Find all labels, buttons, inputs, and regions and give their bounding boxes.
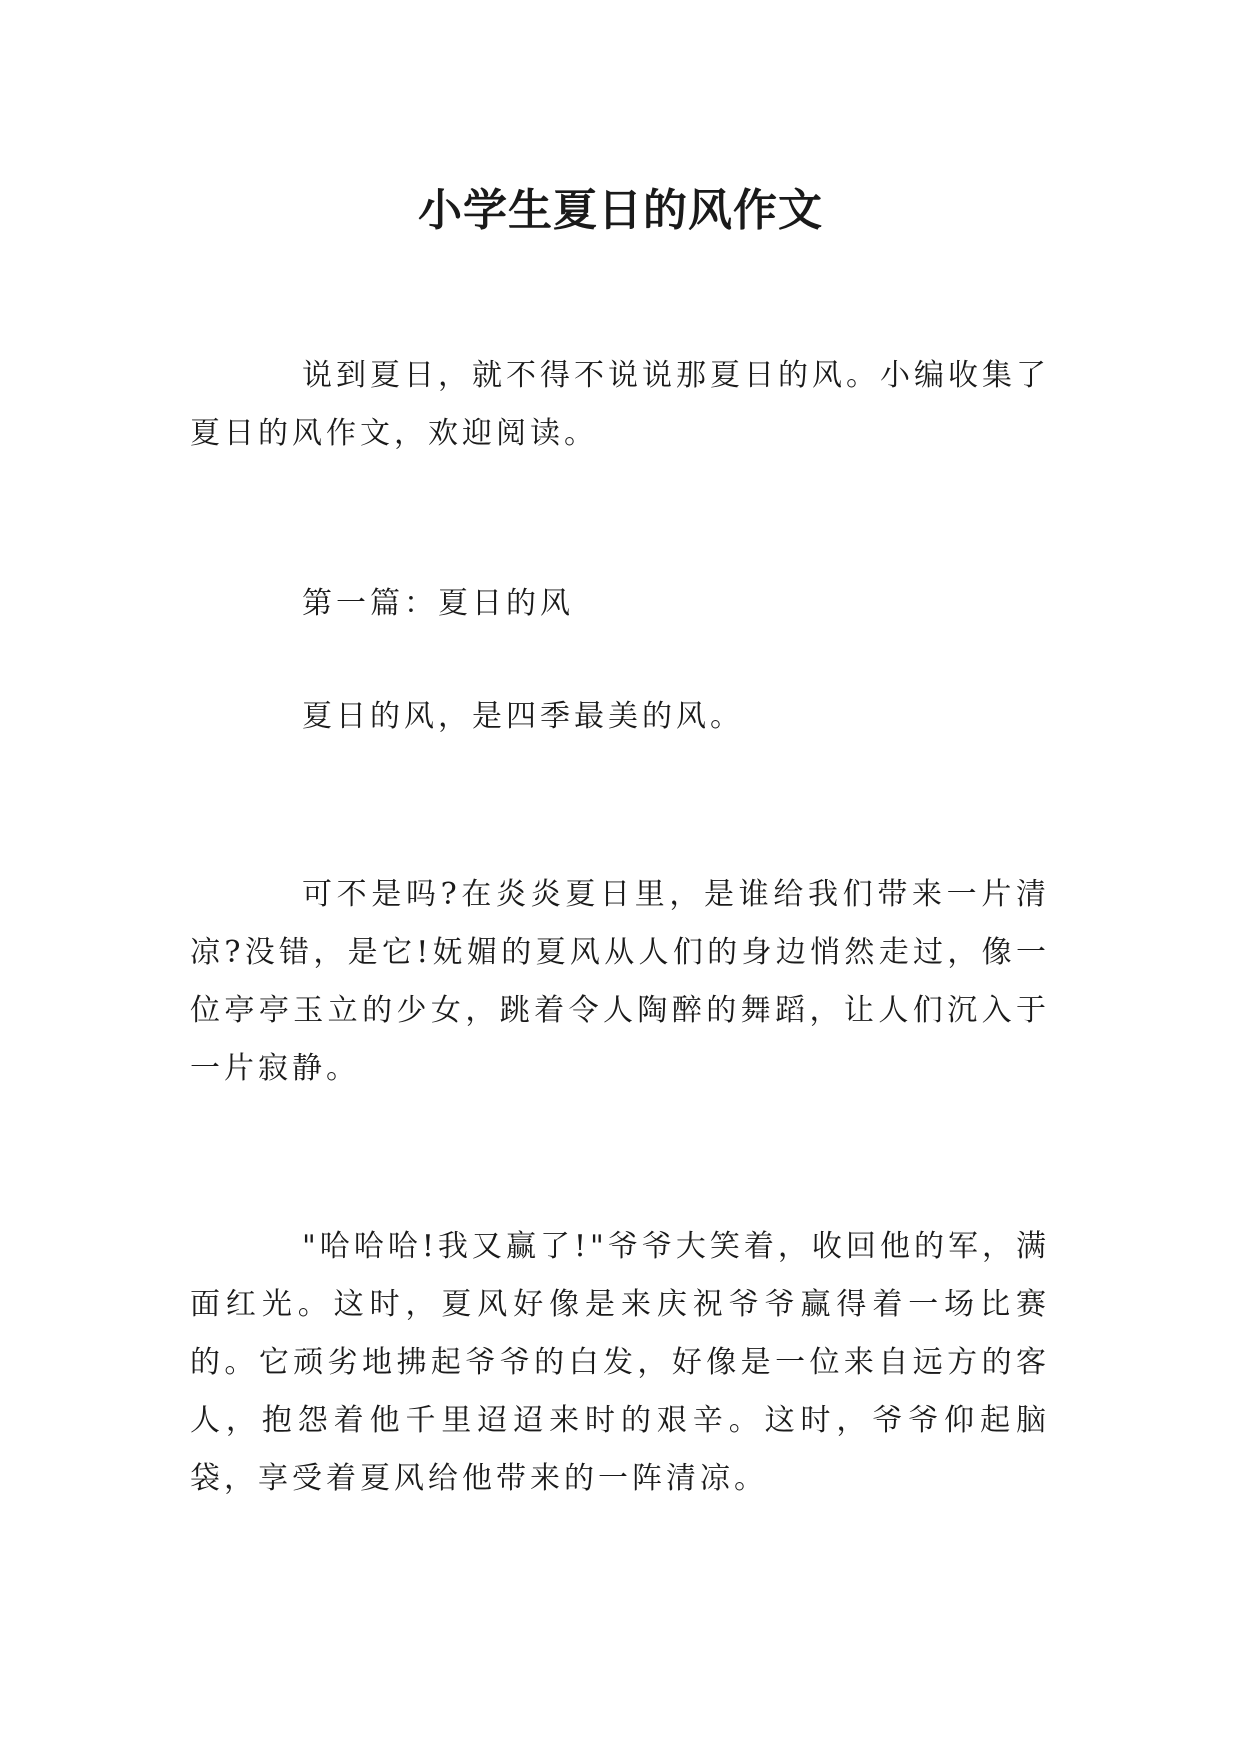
body-paragraph: 夏日的风，是四季最美的风。 bbox=[302, 699, 744, 734]
intro-paragraph: 说到夏日，就不得不说说那夏日的风。小编收集了夏日的风作文，欢迎阅读。 bbox=[190, 358, 1050, 451]
section-heading: 第一篇：夏日的风 bbox=[302, 586, 574, 621]
body-paragraph: 可不是吗?在炎炎夏日里，是谁给我们带来一片清凉?没错，是它!妩媚的夏风从人们的身边悄然走过，像一位亭亭玉立的少女，跳着令人陶醉的舞蹈，让人们沉入于一片寂静。 bbox=[190, 877, 1050, 1086]
page-title: 小学生夏日的风作文 bbox=[418, 185, 823, 237]
body-paragraph: "哈哈哈!我又赢了!"爷爷大笑着，收回他的军，满面红光。这时，夏风好像是来庆祝爷爷赢得着一场比赛的。它顽劣地拂起爷爷的白发，好像是一位来自远方的客人，抱怨着他千里迢迢来时的艰辛。这时，爷爷仰起脑袋，享受着夏风给他带来的一阵清凉。 bbox=[190, 1229, 1050, 1496]
